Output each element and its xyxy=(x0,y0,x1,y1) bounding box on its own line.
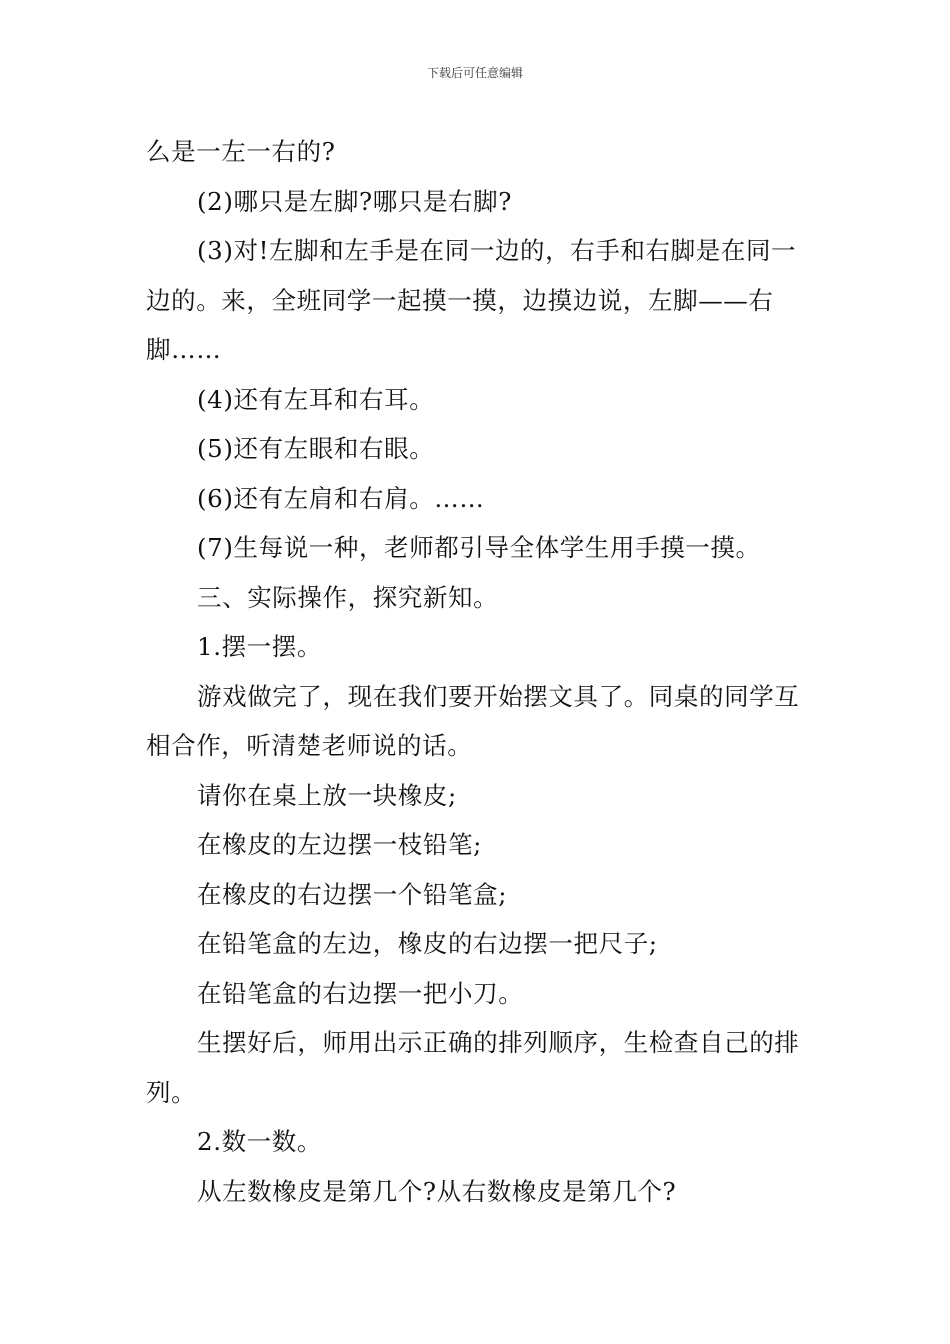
paragraph: (7)生每说一种，老师都引导全体学生用手摸一摸。 xyxy=(197,533,761,562)
paragraph: (5)还有左眼和右眼。 xyxy=(197,434,435,463)
paragraph: 游戏做完了，现在我们要开始摆文具了。同桌的同学互相合作，听清楚老师说的话。 xyxy=(146,681,800,760)
instruction-line: 在橡皮的右边摆一个铅笔盒; xyxy=(197,879,508,909)
paragraph: 生摆好后，师用出示正确的排列顺序，生检查自己的排列。 xyxy=(146,1028,800,1107)
section-heading: 三、实际操作，探究新知。 xyxy=(197,582,499,612)
document-body xyxy=(146,127,811,1216)
paragraph: 么是一左一右的? xyxy=(146,137,336,166)
paragraph: 从左数橡皮是第几个?从右数橡皮是第几个? xyxy=(197,1176,677,1206)
instruction-line: 在铅笔盒的左边，橡皮的右边摆一把尺子; xyxy=(197,929,658,958)
paragraph: (2)哪只是左脚?哪只是右脚? xyxy=(197,186,512,216)
instruction-line: 请你在桌上放一块橡皮; xyxy=(197,780,457,810)
subsection-heading: 1.摆一摆。 xyxy=(197,632,322,661)
instruction-line: 在橡皮的左边摆一枝铅笔; xyxy=(197,830,482,859)
instruction-line: 在铅笔盒的右边摆一把小刀。 xyxy=(197,978,524,1008)
paragraph: (6)还有左肩和右肩。…… xyxy=(197,483,485,513)
paragraph: (4)还有左耳和右耳。 xyxy=(197,384,435,414)
subsection-heading: 2.数一数。 xyxy=(197,1127,322,1156)
page-header: 下载后可任意编辑 xyxy=(426,66,523,80)
paragraph: (3)对!左脚和左手是在同一边的，右手和右脚是在同一边的。来，全班同学一起摸一摸，边摸边说，左脚——右脚…… xyxy=(146,236,797,364)
